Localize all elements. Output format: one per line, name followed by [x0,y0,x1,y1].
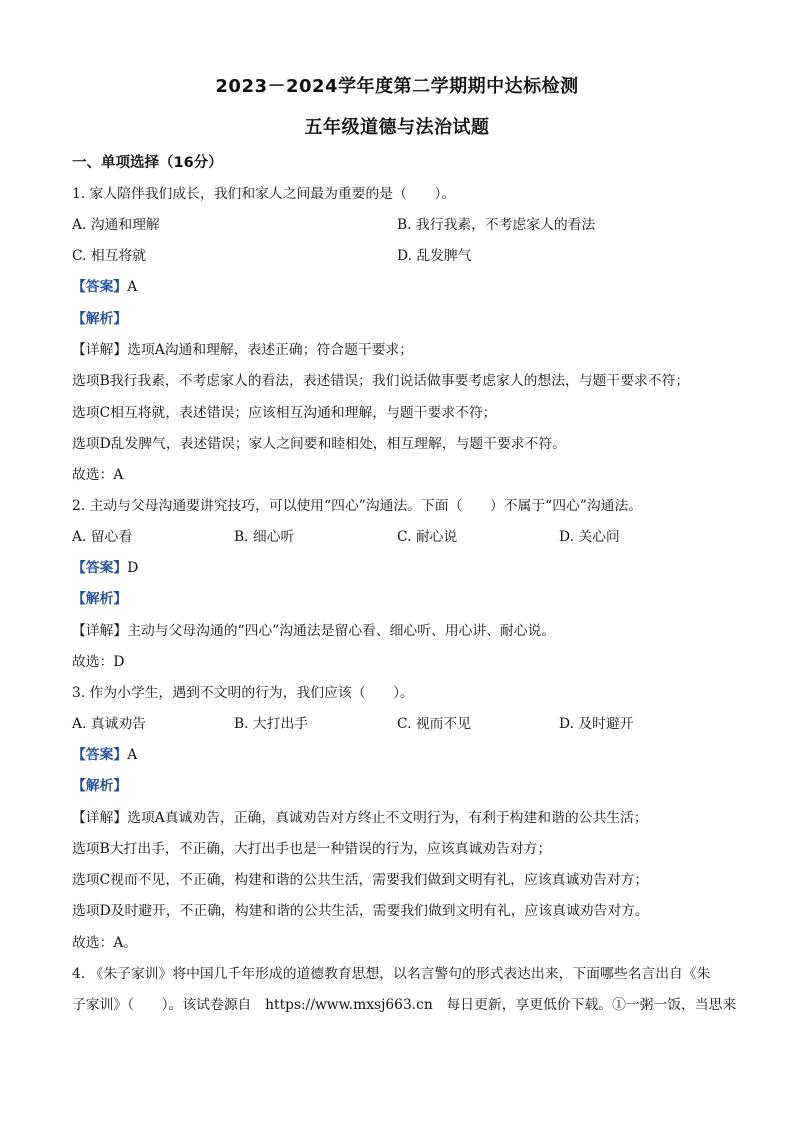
q3-detail-1 [72,806,648,826]
exam-subtitle: 五年级道德与法治试题 [304,117,490,138]
q2-option-d: D. 关心问 [559,529,620,545]
q3-option-b: B. 大打出手 [234,716,309,732]
q2-stem: 2. 主动与父母沟通要讲究技巧，可以使用“四心”沟通法。下面（ ）不属于“四心”沟通法。 [72,498,643,514]
q2-answer-value: D [127,560,139,576]
q1-choose: 故选：A [72,467,124,483]
q2-detail-1 [72,619,555,639]
q1-answer [72,275,137,295]
q2-option-c: C. 耐心说 [397,529,458,545]
q2-detail-text: 主动与父母沟通的“四心”沟通法是留心看、细心听、用心讲、耐心说。 [127,623,556,639]
q1-detail-text: 选项A沟通和理解，表述正确；符合题干要求； [127,342,414,358]
analysis-label: 【解析】 [72,591,128,607]
q2-option-a: A. 留心看 [72,529,133,545]
q3-answer [72,743,137,763]
answer-label: 【答案】 [72,560,128,576]
q3-option-a: A. 真诚劝告 [72,716,146,732]
q3-stem: 3. 作为小学生，遇到不文明的行为，我们应该（ ）。 [72,685,414,701]
q3-analysis [72,774,127,794]
q1-analysis [72,307,127,327]
detail-label: 【详解】 [72,342,128,358]
q1-detail-3: 选项C相互将就，表述错误；应该相互沟通和理解，与题干要求不符； [72,405,497,421]
q3-choose: 故选：A。 [72,935,138,951]
q3-detail-text: 选项A真诚劝告，正确，真诚劝告对方终止不文明行为，有利于构建和谐的公共生活； [127,810,648,826]
analysis-label: 【解析】 [72,311,128,327]
q3-answer-value: A [127,747,138,763]
q1-option-c: C. 相互将就 [72,248,147,264]
answer-label: 【答案】 [72,279,128,295]
q1-detail-1 [72,338,413,358]
detail-label: 【详解】 [72,623,128,639]
analysis-label: 【解析】 [72,778,128,794]
q3-detail-4: 选项D及时避开，不正确，构建和谐的公共生活，需要我们做到文明有礼，应该真诚劝告对方。 [72,903,649,919]
q3-option-c: C. 视而不见 [397,716,472,732]
q1-detail-2: 选项B我行我素，不考虑家人的看法，表述错误；我们说话做事要考虑家人的想法，与题干要求不符； [72,373,690,389]
answer-label: 【答案】 [72,747,128,763]
q1-stem: 1. 家人陪伴我们成长，我们和家人之间最为重要的是（ ）。 [72,186,456,202]
section-heading: 一、单项选择（16分） [72,155,223,171]
q1-answer-value: A [127,279,138,295]
q2-answer [72,556,138,576]
q4-stem-line1: 4. 《朱子家训》将中国几千年形成的道德教育思想，以名言警句的形式表达出来，下面哪些名言出自《朱 [72,966,711,982]
q4-stem-line2: 子家训》（ ）。该试卷源自 https://www.mxsj663.cn 每日更新，享更低价下载。①一粥一饭，当思来 [72,997,737,1013]
exam-title: 2023－2024学年度第二学期期中达标检测 [215,76,579,97]
q1-option-a: A. 沟通和理解 [72,217,160,233]
q3-detail-3: 选项C视而不见，不正确，构建和谐的公共生活，需要我们做到文明有礼，应该真诚劝告对方； [72,872,649,888]
q3-detail-2: 选项B大打出手，不正确，大打出手也是一种错误的行为，应该真诚劝告对方； [72,841,552,857]
q1-option-b: B. 我行我素，不考虑家人的看法 [397,217,596,233]
q3-option-d: D. 及时避开 [559,716,634,732]
q2-option-b: B. 细心听 [234,529,295,545]
q1-option-d: D. 乱发脾气 [397,248,472,264]
detail-label: 【详解】 [72,810,128,826]
q2-analysis [72,587,127,607]
q2-choose: 故选：D [72,654,125,670]
q1-detail-4: 选项D乱发脾气，表述错误；家人之间要和睦相处，相互理解，与题干要求不符。 [72,436,566,452]
